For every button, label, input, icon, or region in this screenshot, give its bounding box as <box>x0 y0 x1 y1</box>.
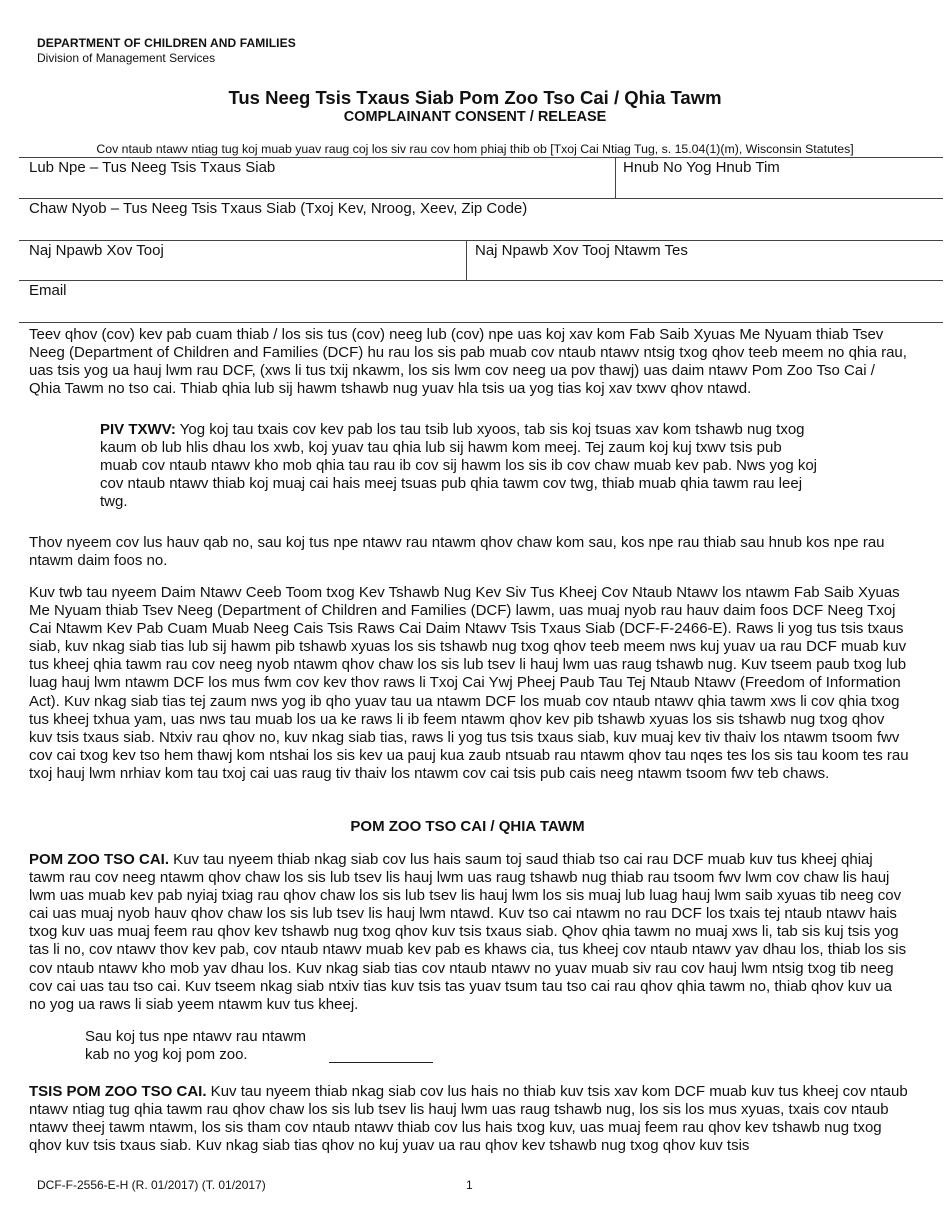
complainant-name-field[interactable]: Lub Npe – Tus Neeg Tsis Txaus Siab <box>29 159 276 176</box>
email-field[interactable]: Email <box>29 282 67 299</box>
signing-instructions: Thov nyeem cov lus hauv qab no, sau koj tus npe ntawv rau ntawm qhov chaw kom sau, kos npe rau thiab sau hnub kos npe rau ntawm daim foos no. <box>29 534 885 570</box>
field-divider <box>19 198 943 199</box>
division-name: Division of Management Services <box>37 51 216 65</box>
field-divider <box>466 240 467 280</box>
no-consent-text: Kuv tau nyeem thiab nkag siab cov lus hais no thiab kuv tsis xav kom DCF muab kuv tus kheej cov ntaub ntawv ntiag tug qhia tawm rau qhov chaw los sis lub tsev lis hauj lwm uas raug tshawb nug, los sis los mus xyuas, txais cov ntaub ntawv theej tawm ntawm, los sis tham cov ntaub ntawv thiab cov lus hais txog kuv, uas muaj feem rau qhov kev tshawb nug txog qhov kuv tsis txaus siab. Kuv nkag siab tias qhov no kuj yuav ua rau qhov kev tshawb nug txog qhov kuv tsis <box>29 1083 908 1155</box>
date-of-birth-field[interactable]: Hnub No Yog Hnub Tim <box>623 159 780 176</box>
field-divider <box>19 157 943 158</box>
form-title: Tus Neeg Tsis Txaus Siab Pom Zoo Tso Cai / Qhia Tawm <box>228 87 722 108</box>
field-divider <box>615 157 616 198</box>
acknowledgement-paragraph: Kuv twb tau nyeem Daim Ntawv Ceeb Toom txog Kev Tshawb Nug Kev Siv Tus Kheej Cov Ntaub Ntawv los ntawm Fab Saib Xyuas Me Nyuam thiab Tsev Neeg (Department of Children and Families (DCF) lawm, uas muaj nyob rau hauv daim foos DCF Neeg Txoj Cai Ntawm Kev Pab Cuam Muab Neeg Cais Tsis Raws Cai Daim Ntawv Tsis Txaus Siab (DCF-F-2466-E). Raws li yog tus tsis txaus siab, kuv nkag siab tias lub sij hawm pib tshawb xyuas los sis tshawb nug txog qhov teeb meem nws kuj yuav ua rau DCF muab kuv tus kheej qhia tawm rau cov neeg nyob ntawm qhov chaw los sis lub tsev li hauj lwm uas raug tshawb nug. Kuv tseem paub txog lub luag hauj lwm ntawm DCF los mus fwm cov kev thov raws li Txoj Cai Ywj Pheej Paub Tau Tej Ntaub Ntawv (Freedom of Information Act). Kuv nkag siab tias tej zaum nws yog ib qho yuav tau ua ntawm DCF los muab cov ntaub ntawv qhia tawm xws li cov qhia txog tus kheej txhua yam, uas nws tau muab los ua ke raws li ib feem ntawm qhov kev pib tshawb xyuas los sis tshawb nug txog qhov kuv tsis txaus siab. Ntxiv rau qhov no, kuv nkag siab tias, raws li yog tus tsis txaus siab, kuv muaj kev tiv thaiv los ntawm tsoom fwv cov cai txog kev tso hem thawj kom ntshai los sis kev ua pauj kua zaub ntsuab rau ntawm qhov tau nqes tes los sis tau koom tes rau txoj hauj lwm nrhiav kom tau txoj cai uas raug tiv thaiv los ntawm cov cai tsis pub cais neeg ntawm tsoom fwv teb chaws. <box>29 584 909 782</box>
department-name: DEPARTMENT OF CHILDREN AND FAMILIES <box>37 36 296 50</box>
section-heading: POM ZOO TSO CAI / QHIA TAWM <box>350 818 585 835</box>
example-text: Yog koj tau txais cov kev pab los tau tsib lub xyoos, tab sis koj tsuas xav kom tshawb nug txog kaum ob lub hlis dhau los xwb, koj yuav tau qhia lub sij hawm kom meej. Tej zaum koj kuj txwv tsis pub muab cov ntaub ntawv kho mob qhia tau rau ib cov sij hawm los sis ib cov chaw muab kev pab. Nws yog koj cov ntaub ntawv thiab koj muaj cai hais meej tsuas pub qhia tawm cov twg, thiab muab qhia tawm rau leej twg. <box>100 421 818 511</box>
phone-field[interactable]: Naj Npawb Xov Tooj <box>29 242 164 259</box>
field-divider <box>19 280 943 281</box>
initial-instruction-line: Sau koj tus npe ntawv rau ntawm <box>85 1028 306 1045</box>
consent-paragraph <box>29 851 909 1014</box>
field-divider <box>19 322 943 323</box>
no-consent-label: TSIS POM ZOO TSO CAI. <box>29 1083 207 1100</box>
address-field[interactable]: Chaw Nyob – Tus Neeg Tsis Txaus Siab (Txoj Kev, Nroog, Xeev, Zip Code) <box>29 200 528 217</box>
example-label: PIV TXWV: <box>100 421 176 438</box>
consent-label: POM ZOO TSO CAI. <box>29 851 170 868</box>
example-note <box>100 421 820 511</box>
cell-phone-field[interactable]: Naj Npawb Xov Tooj Ntawm Tes <box>475 242 688 259</box>
initial-instruction <box>85 1028 306 1064</box>
no-consent-paragraph <box>29 1083 909 1155</box>
page-number: 1 <box>466 1178 473 1192</box>
initial-instruction-line: kab no yog koj pom zoo. <box>85 1046 248 1064</box>
privacy-notice: Cov ntaub ntawv ntiag tug koj muab yuav raug coj los siv rau cov hom phiaj thib ob [Txoj Cai Ntiag Tug, s. 15.04(1)(m), Wisconsin Statutes] <box>96 142 854 156</box>
form-id: DCF-F-2556-E-H (R. 01/2017) (T. 01/2017) <box>37 1178 266 1192</box>
form-subtitle: COMPLAINANT CONSENT / RELEASE <box>343 109 607 125</box>
initial-line[interactable] <box>329 1062 433 1063</box>
consent-text: Kuv tau nyeem thiab nkag siab cov lus hais saum toj saud thiab tso cai rau DCF muab kuv tus kheej qhiaj tawm rau cov neeg ntawm qhov chaw los sis lub tsev lis hauj lwm uas raug tshawb nug thiab rau tsoom fwv lwm cov chaw lis hauj lwm uas muab kev pab nyiaj txiag rau qhov chaw los sis lub tsev lis hauj lwm los sis muaj lub luag hauj lwm saib xyuas tib neeg cov cai uas muaj nyob hauv qhov chaw los sis lub tsev lis hauj lwm ntawd. Kuv tso cai ntawm no rau DCF los txais tej ntaub ntawv hais txog kuv uas muaj feem rau qhov kev tshawb nug txog qhov kuv tsis txaus siab. Qhov qhia tawm no muaj xws li, tab sis kuj tsis yog tas li no, cov ntawv thov kev pab, cov ntaub ntawv muab kev pab es khaws cia, tus kheej cov ntaub ntawv yav dhau los, thiab los sis cov ntaub ntawv kho mob yav dhau los. Kuv nkag siab tias cov ntaub ntawv no yuav muab siv rau cov hauj lwm ntsig txog tib neeg cov cai uas tau tso cai. Kuv tseem nkag siab ntxiv tias kuv tsis tas yuav tsum tau tso cai rau qhov qhia tawm no, thiab qhov kuv ua no yog ua raws li siab yeem ntawm kuv tus kheej. <box>29 851 907 1013</box>
field-divider <box>19 240 943 241</box>
intro-paragraph: Teev qhov (cov) kev pab cuam thiab / los sis tus (cov) neeg lub (cov) npe uas koj xav kom Fab Saib Xyuas Me Nyuam thiab Tsev Neeg (Department of Children and Families (DCF) hu rau los sis pab muab cov ntaub ntawv ntsig txog qhov teeb meem no qhia rau, uas tsis yog ua hauj lwm rau DCF, (xws li tus txij nkawm, los sis lwm cov neeg ua pov thawj) uas daim ntawv Pom Zoo Tso Cai / Qhia Tawm no tso cai. Thiab qhia lub sij hawm tshawb nug yuav hla tsis ua yog tias koj xav txwv qhov ntawd. <box>29 326 907 398</box>
